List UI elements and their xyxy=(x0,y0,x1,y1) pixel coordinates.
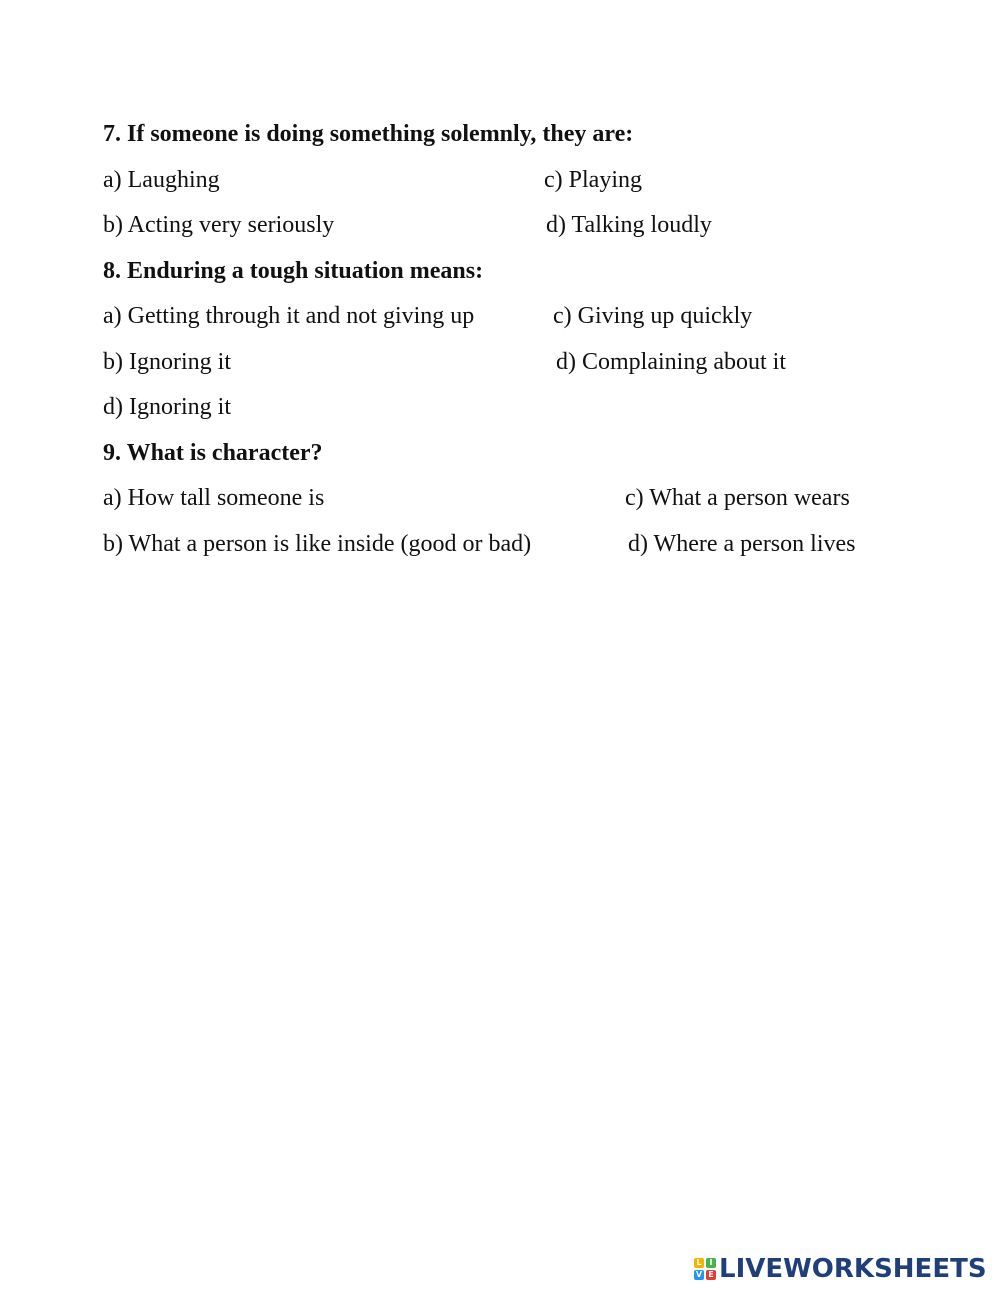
question-9-prompt: 9. What is character? xyxy=(103,440,323,466)
liveworksheets-logo xyxy=(694,1254,987,1284)
question-8-option-d: d) Complaining about it xyxy=(556,349,786,375)
logo-mark-cell: I xyxy=(706,1258,716,1268)
logo-mark-cell: V xyxy=(695,1270,703,1279)
question-8-option-b: b) Ignoring it xyxy=(103,349,231,375)
question-7-option-b: b) Acting very seriously xyxy=(103,212,335,238)
question-7-option-c: c) Playing xyxy=(544,167,642,193)
question-8-option-a: a) Getting through it and not giving up xyxy=(103,303,475,329)
question-9-option-c: c) What a person wears xyxy=(625,485,850,511)
question-8-option-c: c) Giving up quickly xyxy=(553,303,753,329)
question-8-prompt: 8. Enduring a tough situation means: xyxy=(103,258,484,284)
question-8-option-extra: d) Ignoring it xyxy=(103,394,231,420)
question-9-option-a: a) How tall someone is xyxy=(103,485,325,511)
logo-mark-cell: E xyxy=(706,1270,716,1280)
question-7-option-a: a) Laughing xyxy=(103,167,220,193)
liveworksheets-logo-mark-icon xyxy=(694,1258,716,1280)
question-7-prompt: 7. If someone is doing something solemnly, they are: xyxy=(103,121,634,147)
liveworksheets-logo-text: LIVEWORKSHEETS xyxy=(719,1254,987,1284)
question-7-option-d: d) Talking loudly xyxy=(546,212,712,238)
question-9-option-b: b) What a person is like inside (good or bad) xyxy=(103,531,532,557)
logo-mark-cell: L xyxy=(694,1258,704,1268)
question-9-option-d: d) Where a person lives xyxy=(628,531,856,557)
